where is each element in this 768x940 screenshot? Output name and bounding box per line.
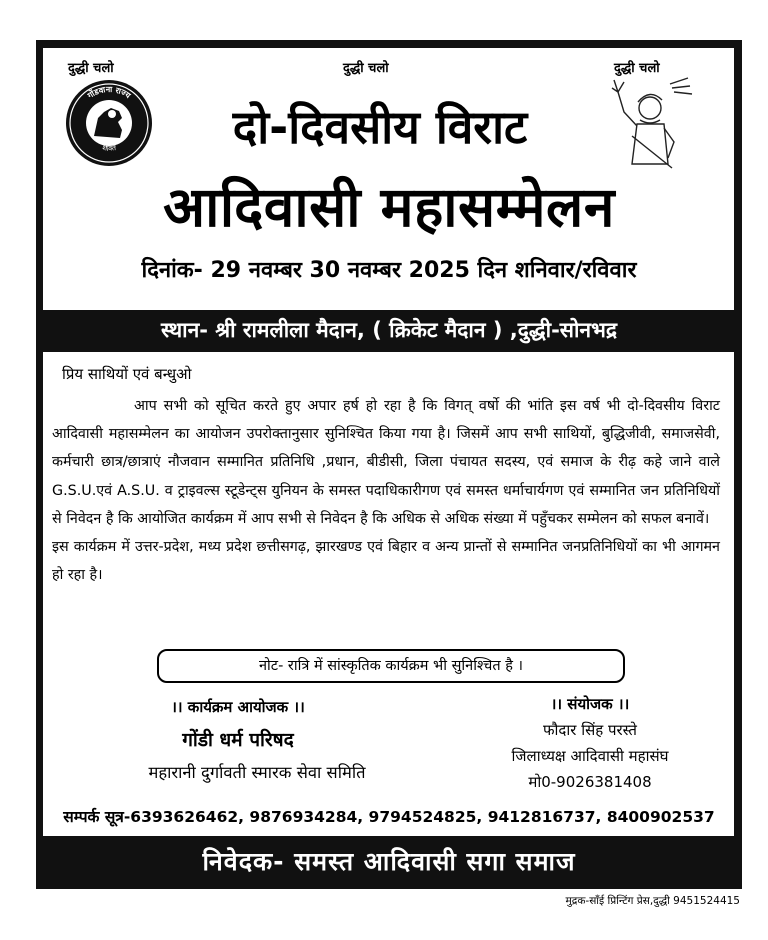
convener-name: फौदार सिंह परस्ते	[542, 721, 637, 739]
convener-heading: ।। संयोजक ।।	[550, 695, 630, 713]
paragraph-1: आप सभी को सूचित करते हुए अपार हर्ष हो रहा है कि विगत् वर्षो की भांति इस वर्ष भी दो-दिवसीय विराट आदिवासी महासम्मेलन का आयोजन उपरोक्तानुसार सुनिश्चित किया गया है। जिसमें आप सभी साथियों, बुद्धिजीवी, समाजसेवी, कर्मचारी छात्र/छात्राएं नौजवान सम्मानित प्रतिनिधि ,प्रधान, बीडीसी, जिला पंचायत सदस्य, एवं समाज के रीढ़ कहे जाने वाले G.S.U.एवं A.S.U. व ट्राइवल्स स्टूडेन्ट्स युनियन के समस्त पदाधिकारीगण एवं समस्त धर्माचार्यगण एवं सम्मानित जन प्रतिनिधियों से निवेदन है कि आयोजित कार्यक्रम में आप सभी से निवेदन है कि अधिक से अधिक संख्या में पहुँचकर सम्मेलन को सफल बनावें।	[52, 398, 720, 527]
invitation-text	[52, 392, 720, 589]
contact-numbers: सम्पर्क सूत्र-6393626462, 9876934284, 9794524825, 9412816737, 8400902537	[63, 808, 715, 826]
organizer-heading: ।। कार्यक्रम आयोजक ।।	[171, 698, 305, 716]
footer-banner: निवेदक- समस्त आदिवासी सगा समाज	[202, 847, 576, 876]
logo-text-top: गोंडवाना राज्य	[86, 84, 133, 101]
convener-phone: मो0-9026381408	[528, 773, 652, 791]
greeting: प्रिय साथियों एवं बन्धुओ	[62, 365, 192, 383]
tag-center: दुद्धी चलो	[343, 61, 389, 76]
organizer-line2: महारानी दुर्गावती स्मारक सेवा समिति	[148, 763, 366, 782]
event-dates: दिनांक- 29 नवम्बर 30 नवम्बर 2025 दिन शनिवार/रविवार	[141, 258, 637, 283]
convener-title: जिलाध्यक्ष आदिवासी महासंघ	[511, 747, 669, 765]
paragraph-2: इस कार्यक्रम में उत्तर-प्रदेश, मध्य प्रदेश छत्तीसगढ़, झारखण्ड एवं बिहार व अन्य प्रान्तों से सम्मानित जनप्रतिनिधियों का भी आगमन हो रहा है।	[52, 539, 720, 584]
note-box: नोट- रात्रि में सांस्कृतिक कार्यक्रम भी सुनिश्चित है ।	[157, 649, 625, 683]
gondwana-emblem-logo	[64, 78, 154, 168]
venue-banner: स्थान- श्री रामलीला मैदान, ( क्रिकेट मैदान ) ,दुद्धी-सोनभद्र	[160, 318, 618, 342]
organizer-line1: गोंडी धर्म परिषद	[182, 729, 294, 751]
printer-credit: मुद्रक-साँई प्रिन्टिंग प्रेस,दुद्धी 9451524415	[565, 895, 740, 907]
tag-right: दुद्धी चलो	[614, 61, 660, 76]
tribal-leader-illustration	[610, 76, 696, 176]
tag-left: दुद्धी चलो	[68, 61, 114, 76]
logo-text-bottom: शक्ति	[101, 143, 117, 153]
title-line2: आदिवासी महासम्मेलन	[163, 175, 615, 239]
title-line1: दो-दिवसीय विराट	[232, 100, 528, 154]
